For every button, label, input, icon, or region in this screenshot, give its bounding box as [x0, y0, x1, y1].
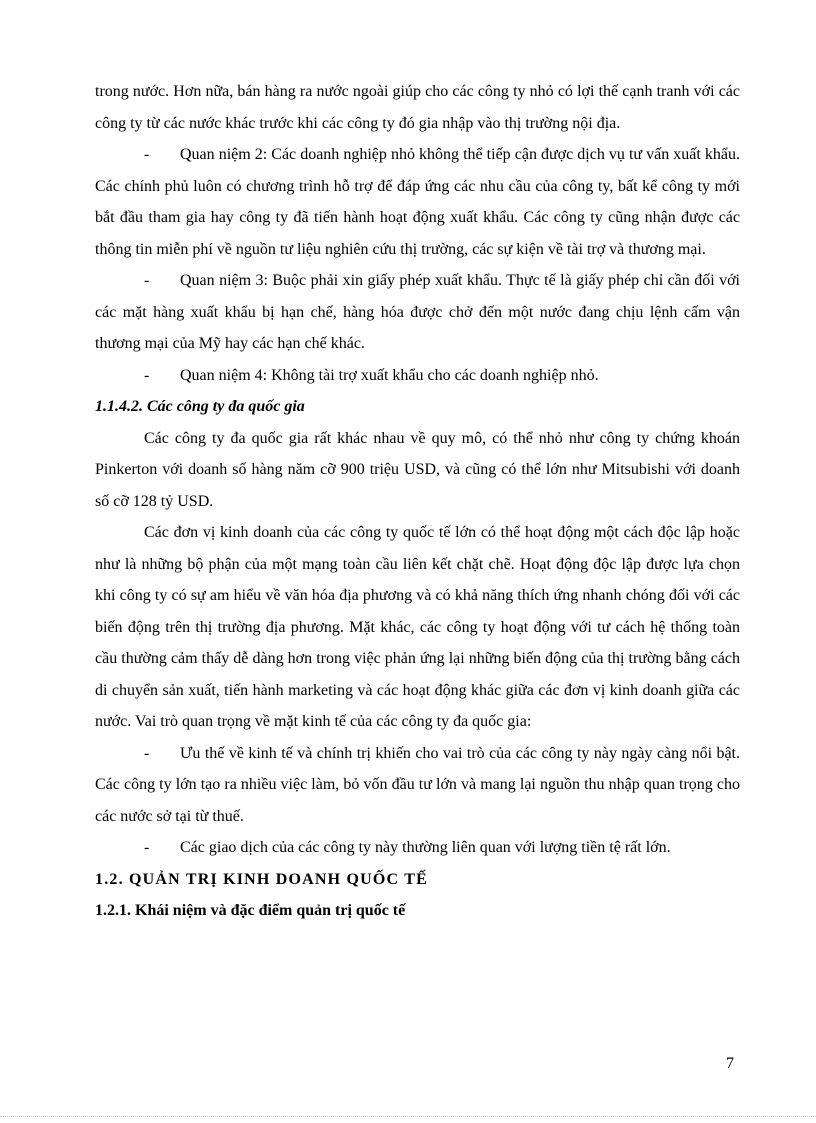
bullet-item: [95, 265, 740, 360]
page-content: [95, 76, 740, 927]
bullet-dash: -: [144, 272, 150, 289]
bullet-dash: -: [144, 366, 150, 384]
bullet-item: [95, 360, 740, 392]
bullet-text: Các giao dịch của các công ty này thường liên quan với lượng tiền tệ rất lớn.: [180, 839, 671, 856]
bullet-text: Quan niệm 2: Các doanh nghiệp nhỏ không thể tiếp cận được dịch vụ tư vấn xuất khẩu. Các chính phủ luôn có chương trình hỗ trợ để đáp ứng các nhu cầu của công ty, bất kể công ty mới bắt đầu tham gia hay công ty đã tiến hành hoạt động xuất khẩu. Các công ty cũng nhận được các thông tin miễn phí về nguồn tư liệu nghiên cứu thị trường, các sự kiện về tài trợ và thương mại.: [95, 146, 740, 258]
bullet-item: [95, 832, 740, 864]
paragraph-continuation: trong nước. Hơn nữa, bán hàng ra nước ngoài giúp cho các công ty nhỏ có lợi thế cạnh tranh với các công ty từ các nước khác trước khi các công ty đó gia nhập vào thị trường nội địa.: [95, 83, 740, 132]
paragraph-multinational-units: Các đơn vị kinh doanh của các công ty quốc tế lớn có thể hoạt động một cách độc lập hoặc như là những bộ phận của một mạng toàn cầu liên kết chặt chẽ. Hoạt động độc lập được lựa chọn khi công ty có sự am hiểu về văn hóa địa phương và có khả năng thích ứng nhanh chóng đối với các biến động trên thị trường địa phương. Mặt khác, các công ty hoạt động với tư cách hệ thống toàn cầu thường cảm thấy dễ dàng hơn trong việc phản ứng lại những biến động của thị trường bằng cách di chuyển sản xuất, tiến hành marketing và các hoạt động khác giữa các đơn vị kinh doanh giữa các nước. Vai trò quan trọng về mặt kinh tế của các công ty đa quốc gia:: [95, 524, 740, 730]
chapter-heading-international-management: 1.2. QUẢN TRỊ KINH DOANH QUỐC TẾ: [95, 870, 428, 888]
page-number: 7: [726, 1055, 734, 1072]
paragraph-multinational-scale: Các công ty đa quốc gia rất khác nhau về quy mô, có thể nhỏ như công ty chứng khoán Pinkerton với doanh số hàng năm cỡ 900 triệu USD, và cũng có thể lớn như Mitsubishi với doanh số cỡ 128 tỷ USD.: [95, 429, 740, 510]
bullet-dash: -: [144, 146, 150, 163]
bullet-text: Quan niệm 4: Không tài trợ xuất khẩu cho các doanh nghiệp nhỏ.: [180, 366, 599, 384]
bullet-dash: -: [144, 839, 150, 856]
bullet-text: Ưu thế về kinh tế và chính trị khiến cho vai trò của các công ty này ngày càng nổi bật. Các công ty lớn tạo ra nhiều việc làm, bỏ vốn đầu tư lớn và mang lại nguồn thu nhập quan trọng cho các nước sở tại từ thuế.: [95, 744, 740, 825]
subsection-heading-concept: 1.2.1. Khái niệm và đặc điểm quản trị quốc tế: [95, 902, 406, 919]
bullet-dash: -: [144, 744, 150, 762]
bullet-text: Quan niệm 3: Buộc phải xin giấy phép xuất khẩu. Thực tế là giấy phép chỉ cần đối với các mặt hàng xuất khẩu bị hạn chế, hàng hóa được chở đến một nước đang chịu lệnh cấm vận thương mại của Mỹ hay các hạn chế khác.: [95, 272, 740, 352]
section-heading-multinational: 1.1.4.2. Các công ty đa quốc gia: [95, 398, 305, 415]
bullet-item: [95, 139, 740, 265]
bullet-item: [95, 738, 740, 833]
page-bottom-divider: [0, 1116, 816, 1117]
